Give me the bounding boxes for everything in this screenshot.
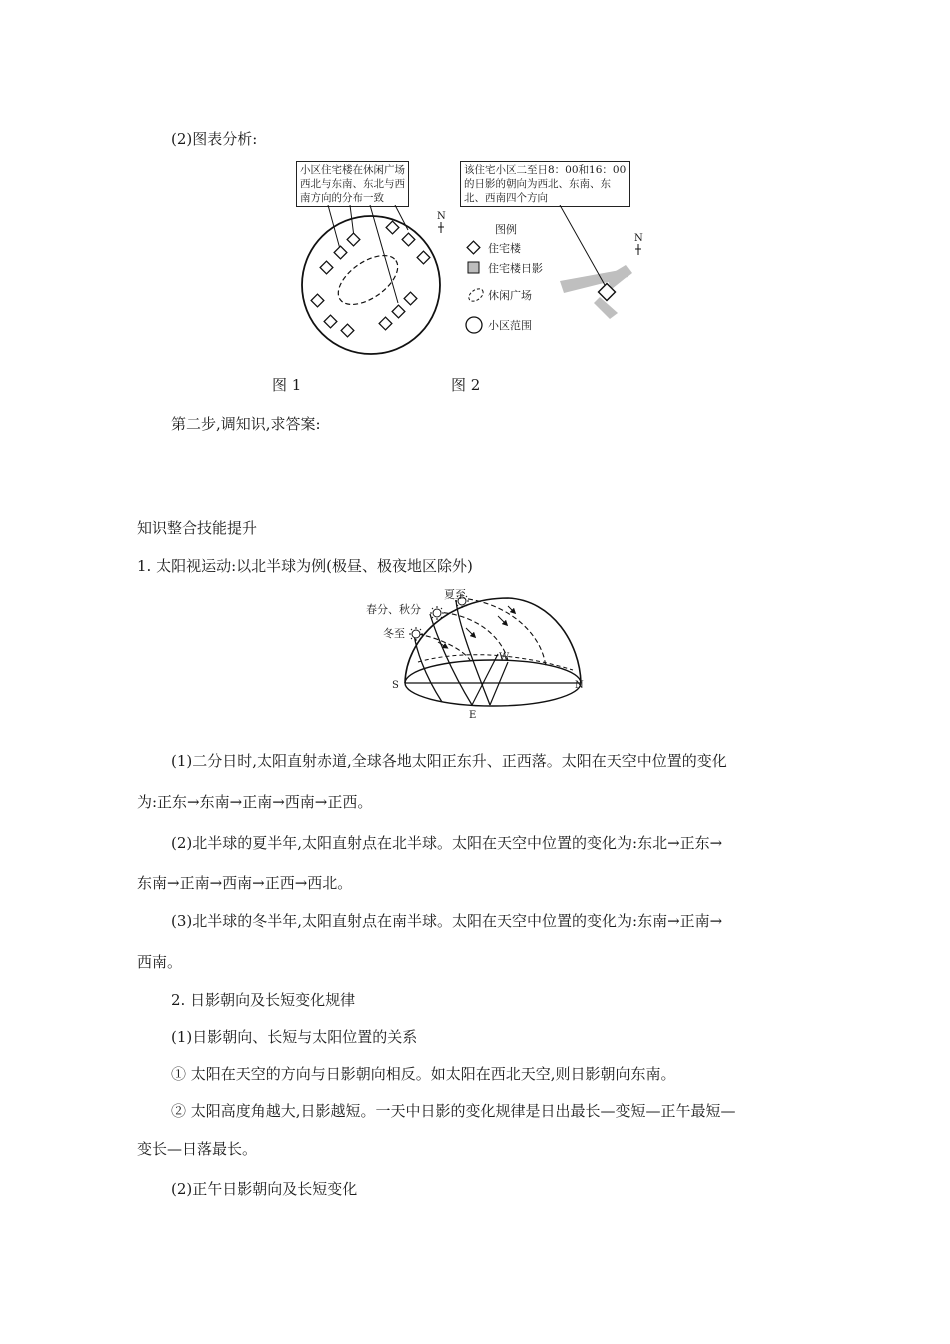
fig2-callout (460, 161, 630, 207)
house-icon (402, 233, 415, 246)
paragraph-line: (2)北半球的夏半年,太阳直射点在北半球。太阳在天空中位置的变化为:东北→正东→ (171, 834, 723, 852)
house-icon (324, 315, 337, 328)
sun-path-equinox-back (436, 612, 508, 661)
fig1-callout-line: 西北与东南、东北与西 (300, 178, 405, 190)
fig2-diagram (460, 205, 660, 345)
plaza-legend-icon (467, 286, 486, 303)
label-e: E (469, 710, 477, 721)
label-n: N (575, 680, 584, 691)
legend-label: 住宅楼日影 (488, 262, 543, 275)
paragraph-line: (3)北半球的冬半年,太阳直射点在南半球。太阳在天空中位置的变化为:东南→正南→ (171, 912, 723, 930)
legend-label: 小区范围 (488, 319, 532, 332)
item-title: 1. 太阳视运动:以北半球为例(极昼、极夜地区除外) (137, 557, 473, 575)
section-title: (2)图表分析: (171, 130, 258, 148)
item-title: 2. 日影朝向及长短变化规律 (171, 991, 356, 1009)
figure-caption: 图 2 (451, 376, 481, 394)
fig1-callout (296, 161, 409, 207)
direction-arrow (508, 606, 514, 612)
house-icon (334, 246, 347, 259)
sun-icon (430, 606, 444, 620)
direction-arrow (466, 628, 474, 636)
label-winter-solstice: 冬至 (383, 627, 405, 640)
paragraph-line: (1)日影朝向、长短与太阳位置的关系 (171, 1028, 418, 1046)
fig2-callout-line: 该住宅小区二至日8：00和16：00 (464, 164, 627, 176)
house-icon (320, 261, 333, 274)
paragraph-line: 东南→正南→西南→正西→西北。 (137, 874, 353, 892)
paragraph-line: 西南。 (137, 953, 183, 971)
fig1-diagram (295, 205, 465, 365)
label-summer-solstice: 夏至 (444, 588, 466, 601)
north-arrow-icon (438, 222, 444, 233)
fig2-callout-line: 北、西南四个方向 (464, 192, 548, 204)
paragraph-line: ② 太阳高度角越大,日影越短。一天中日影的变化规律是日出最长—变短—正午最短— (171, 1102, 736, 1120)
house-icon (417, 251, 430, 264)
house-icon (379, 317, 392, 330)
sun-path-summer (456, 600, 490, 705)
community-boundary (302, 216, 440, 354)
house-icon (341, 324, 354, 337)
house-shadow (606, 265, 632, 289)
north-arrow-icon (635, 244, 641, 255)
legend-label: 住宅楼 (488, 242, 521, 255)
section-heading: 知识整合技能提升 (137, 519, 258, 537)
fig1-callout-line: 小区住宅楼在休闲广场 (300, 164, 405, 176)
house-icon (311, 294, 324, 307)
paragraph-line: ① 太阳在天空的方向与日影朝向相反。如太阳在西北天空,则日影朝向东南。 (171, 1065, 676, 1083)
step2-text: 第二步,调知识,求答案: (171, 415, 321, 433)
legend-label: 休闲广场 (488, 289, 532, 302)
horizon-back (418, 655, 573, 670)
house-icon (347, 233, 360, 246)
sun-path-winter-back (418, 634, 470, 660)
paragraph-line: (1)二分日时,太阳直射赤道,全球各地太阳正东升、正西落。太阳在天空中位置的变化 (171, 752, 727, 770)
shadow-legend-icon (468, 262, 479, 273)
house-icon (386, 221, 399, 234)
sun-path-diagram (358, 584, 618, 724)
fig1-callout-line: 南方向的分布一致 (300, 192, 384, 204)
direction-arrow (498, 616, 506, 624)
paragraph-line: (2)正午日影朝向及长短变化 (171, 1180, 358, 1198)
house-icon (404, 292, 417, 305)
boundary-legend-icon (466, 317, 482, 333)
paragraph-line: 变长—日落最长。 (137, 1140, 258, 1158)
house-icon (392, 305, 405, 318)
paragraph-line: 为:正东→东南→正南→西南→正西。 (137, 793, 373, 811)
house-legend-icon (467, 241, 480, 254)
sun-icon (409, 627, 423, 641)
legend-title: 图例 (495, 223, 517, 236)
sun-path-equinox (430, 614, 472, 705)
north-label: N (634, 233, 643, 244)
label-s: S (392, 680, 399, 691)
sky-dome (405, 598, 581, 683)
north-label: N (437, 211, 446, 222)
label-w: W (499, 652, 510, 663)
figure-caption: 图 1 (272, 376, 302, 394)
label-equinox: 春分、秋分 (366, 603, 421, 616)
fig2-callout-line: 的日影的朝向为西北、东南、东 (464, 178, 611, 190)
